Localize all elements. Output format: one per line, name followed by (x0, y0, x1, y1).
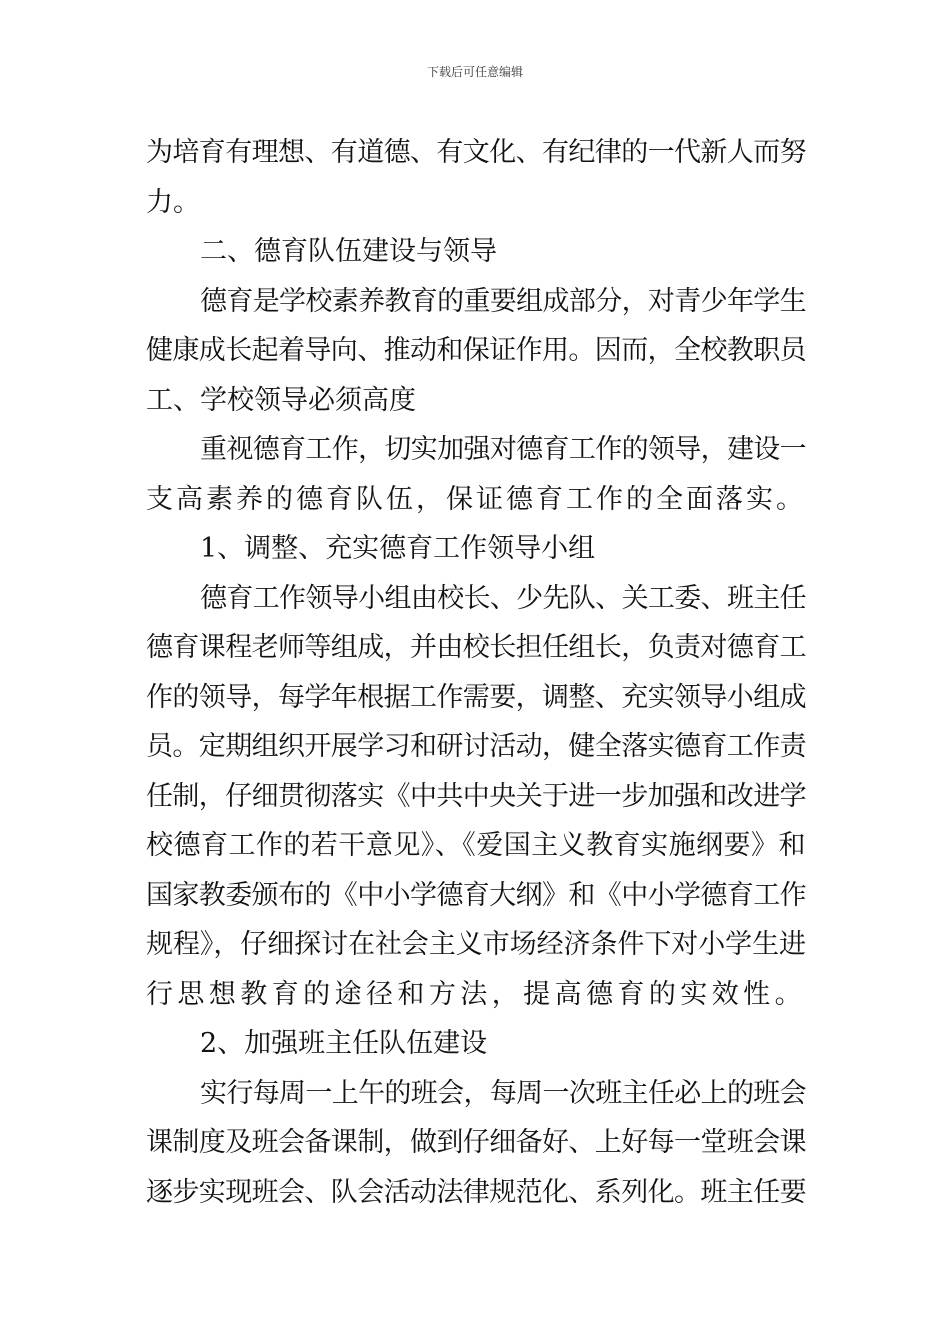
text-line: 1、调整、充实德育工作领导小组 (200, 533, 596, 564)
text-line: 工、学校领导必须高度 (146, 384, 416, 416)
text-line: 二、德育队伍建设与领导 (200, 236, 497, 267)
text-line: 德育工作领导小组由校长、少先队、关工委、班主任 (200, 582, 806, 614)
text-line: 德育课程老师等组成，并由校长担任组长，负责对德育工 (146, 632, 806, 663)
text-line: 任制，仔细贯彻落实《中共中央关于进一步加强和改进学 (146, 780, 806, 812)
text-line: 德育是学校素养教育的重要组成部分，对青少年学生 (200, 285, 806, 317)
text-line: 校德育工作的若干意见》、《爱国主义教育实施纲要》和 (146, 830, 806, 861)
document-body (146, 128, 806, 1217)
text-line: 课制度及班会备课制，做到仔细备好、上好每一堂班会课 (146, 1127, 806, 1158)
text-line: 支高素养的德育队伍，保证德育工作的全面落实。 (146, 483, 806, 515)
text-line: 行思想教育的途径和方法，提高德育的实效性。 (146, 978, 806, 1010)
text-line: 员。定期组织开展学习和研讨活动，健全落实德育工作责 (146, 731, 806, 762)
text-line: 重视德育工作，切实加强对德育工作的领导，建设一 (200, 434, 806, 465)
text-line: 为培育有理想、有道德、有文化、有纪律的一代新人而努 (146, 137, 806, 168)
text-line: 实行每周一上午的班会，每周一次班主任必上的班会 (200, 1077, 806, 1109)
text-line: 健康成长起着导向、推动和保证作用。因而，全校教职员 (146, 335, 806, 366)
text-line: 作的领导，每学年根据工作需要，调整、充实领导小组成 (146, 681, 806, 713)
text-line: 规程》，仔细探讨在社会主义市场经济条件下对小学生进 (146, 929, 806, 960)
text-line: 力。 (146, 186, 200, 218)
page-header: 下载后可任意编辑 (426, 65, 523, 79)
text-line: 逐步实现班会、队会活动法律规范化、系列化。班主任要 (146, 1176, 806, 1208)
text-line: 2、加强班主任队伍建设 (200, 1028, 488, 1059)
text-line: 国家教委颁布的《中小学德育大纲》和《中小学德育工作 (146, 879, 806, 911)
